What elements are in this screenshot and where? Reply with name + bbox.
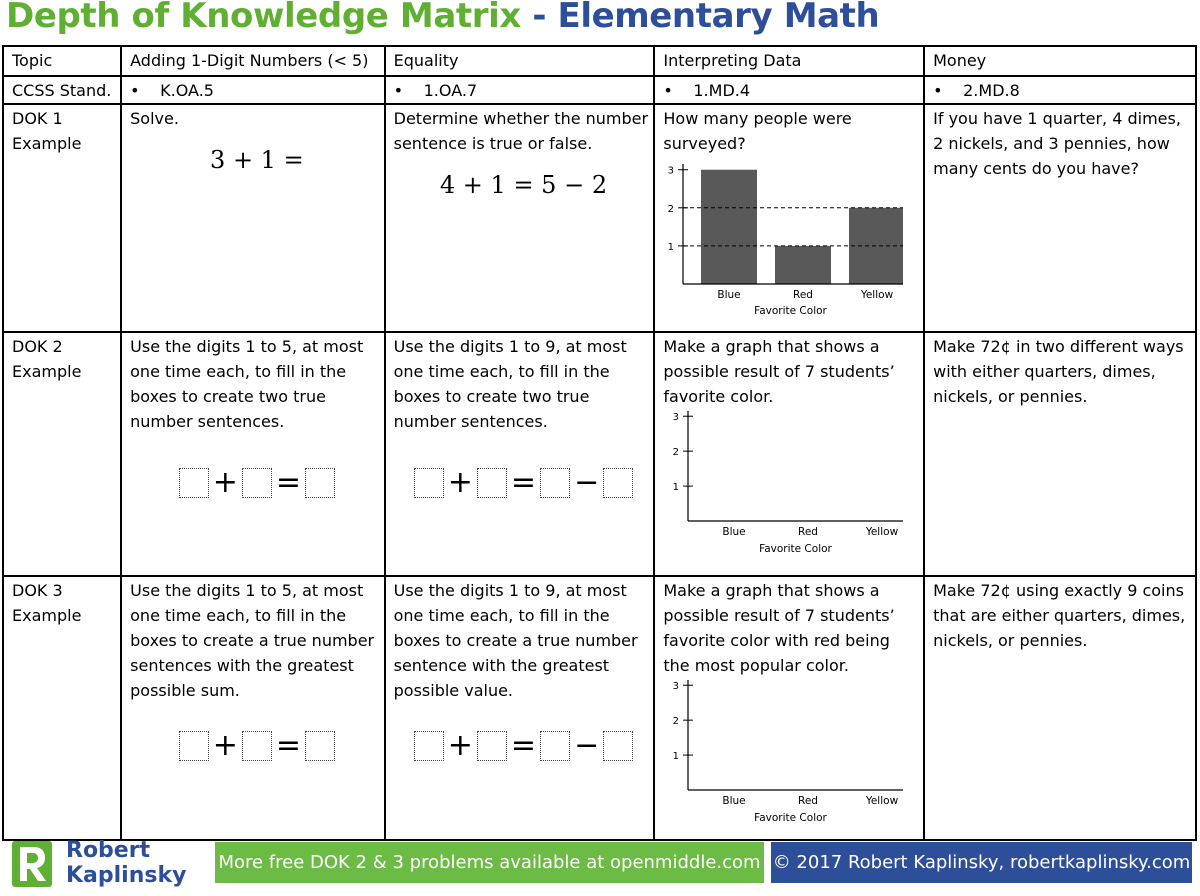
x-tick-label: Red [798, 795, 819, 807]
equals-sign: = [510, 465, 537, 500]
prompt-text: Make 72¢ in two different ways with either quarters, dimes, nickels, or pennies. [933, 337, 1184, 406]
math-expression: 3 + 1 = [210, 146, 304, 174]
answer-boxes [130, 728, 383, 763]
logo-line1: Robert [66, 838, 151, 863]
dok1-money-cell [924, 104, 1196, 332]
bullet: • [933, 81, 943, 100]
standard-code: 1.MD.4 [693, 81, 751, 100]
ccss-cell-data [654, 76, 924, 104]
equals-sign: = [275, 465, 302, 500]
ccss-row [3, 76, 1196, 104]
bullet: • [663, 81, 673, 100]
equals-sign: = [510, 728, 537, 763]
prompt-text: Make a graph that shows a possible result of 7 students’ favorite color. [663, 337, 895, 406]
ccss-cell-adding [121, 76, 384, 104]
standard-code: K.OA.5 [160, 81, 214, 100]
openmiddle-banner[interactable]: More free DOK 2 & 3 problems available at openmiddle.com [215, 842, 764, 883]
dok-level: DOK 1 [12, 109, 63, 128]
y-tick-label: 1 [668, 241, 675, 253]
minus-sign: − [574, 465, 600, 500]
x-tick-label: Yellow [866, 526, 899, 538]
plus-sign: + [212, 728, 238, 763]
x-tick-label: Yellow [861, 289, 894, 301]
dok2-money-cell [924, 332, 1196, 576]
empty-graph-dok2 [663, 409, 903, 559]
empty-graph-dok3 [663, 678, 903, 828]
answer-box[interactable] [179, 468, 209, 498]
dok2-equality-cell [385, 332, 655, 576]
prompt-text: Use the digits 1 to 9, at most one time each, to fill in the boxes to create a true number sentence with the greatest possible value. [393, 581, 638, 700]
x-tick-label: Blue [722, 795, 746, 807]
ccss-cell-equality [385, 76, 655, 104]
title-separator: - [532, 0, 547, 36]
dok1-label [3, 104, 121, 332]
topic-equality: Equality [385, 46, 655, 76]
copyright-banner[interactable]: © 2017 Robert Kaplinsky, robertkaplinsky.com [771, 842, 1192, 883]
logo-line2: Kaplinsky [66, 863, 187, 888]
topic-row [3, 46, 1196, 76]
answer-box[interactable] [603, 731, 633, 761]
dok-example-label: Example [12, 134, 82, 153]
prompt-text: If you have 1 quarter, 4 dimes, 2 nickels, and 3 pennies, how many cents do you have? [933, 109, 1181, 178]
answer-box[interactable] [242, 468, 272, 498]
x-tick-label: Blue [722, 526, 746, 538]
plus-sign: + [212, 465, 238, 500]
title-part2: Elementary Math [557, 0, 880, 36]
answer-box[interactable] [540, 468, 570, 498]
y-tick-label: 2 [673, 447, 680, 459]
answer-box[interactable] [477, 731, 507, 761]
answer-box[interactable] [179, 731, 209, 761]
dok2-label [3, 332, 121, 576]
equals-sign: = [275, 728, 302, 763]
answer-box[interactable] [414, 731, 444, 761]
y-tick-label: 2 [668, 203, 675, 215]
answer-box[interactable] [540, 731, 570, 761]
ccss-label: CCSS Stand. [3, 76, 121, 104]
prompt-text: Use the digits 1 to 9, at most one time each, to fill in the boxes to create two true number sentences. [393, 337, 627, 431]
answer-boxes [130, 465, 383, 500]
topic-data: Interpreting Data [654, 46, 924, 76]
answer-box[interactable] [305, 731, 335, 761]
standard-code: 2.MD.8 [963, 81, 1020, 100]
bar-blue [701, 170, 757, 284]
y-tick-label: 3 [668, 165, 675, 177]
dok3-data-cell [654, 576, 924, 840]
prompt-text: How many people were surveyed? [663, 109, 852, 153]
bar-chart-survey [663, 156, 903, 324]
dok3-label [3, 576, 121, 840]
answer-box[interactable] [414, 468, 444, 498]
minus-sign: − [574, 728, 600, 763]
x-tick-label: Blue [717, 289, 741, 301]
dok1-row [3, 104, 1196, 332]
answer-box[interactable] [242, 731, 272, 761]
plus-sign: + [447, 728, 473, 763]
plus-sign: + [447, 465, 473, 500]
logo-wordmark [66, 838, 186, 888]
dok2-adding-cell [121, 332, 384, 576]
y-tick-label: 1 [673, 482, 680, 494]
x-tick-label: Red [798, 526, 819, 538]
topic-money: Money [924, 46, 1196, 76]
standard-code: 1.OA.7 [423, 81, 478, 100]
dok3-money-cell [924, 576, 1196, 840]
kaplinsky-logo-icon [12, 841, 52, 887]
x-axis-label: Favorite Color [759, 543, 833, 555]
x-tick-label: Yellow [866, 795, 899, 807]
prompt-text: Make 72¢ using exactly 9 coins that are either quarters, dimes, nickels, or pennies. [933, 581, 1186, 650]
answer-box[interactable] [477, 468, 507, 498]
topic-adding: Adding 1-Digit Numbers (< 5) [121, 46, 384, 76]
answer-box[interactable] [603, 468, 633, 498]
dok3-adding-cell [121, 576, 384, 840]
prompt-text: Solve. [130, 109, 179, 128]
answer-box[interactable] [305, 468, 335, 498]
title-part1: Depth of Knowledge Matrix [6, 0, 521, 36]
dok-matrix-table [2, 45, 1197, 841]
y-tick-label: 3 [673, 412, 680, 424]
prompt-text: Determine whether the number sentence is true or false. [393, 109, 649, 153]
dok1-equality-cell [385, 104, 655, 332]
prompt-text: Make a graph that shows a possible result of 7 students’ favorite color with red being the most popular color. [663, 581, 895, 675]
math-expression: 4 + 1 = 5 − 2 [439, 171, 608, 199]
page-title [6, 0, 879, 36]
bar-red [775, 246, 831, 284]
topic-label: Topic [3, 46, 121, 76]
bullet: • [130, 81, 140, 100]
x-axis-label: Favorite Color [754, 812, 828, 824]
dok-example-label: Example [12, 606, 82, 625]
dok-level: DOK 2 [12, 337, 63, 356]
answer-boxes [394, 465, 654, 500]
prompt-text: Use the digits 1 to 5, at most one time each, to fill in the boxes to create two true number sentences. [130, 337, 364, 431]
answer-boxes [394, 728, 654, 763]
y-tick-label: 3 [673, 681, 680, 693]
x-axis-label: Favorite Color [754, 305, 828, 317]
dok2-row [3, 332, 1196, 576]
bullet: • [393, 81, 404, 100]
dok3-row [3, 576, 1196, 840]
dok-level: DOK 3 [12, 581, 63, 600]
ccss-cell-money [924, 76, 1196, 104]
dok2-data-cell [654, 332, 924, 576]
dok1-adding-cell [121, 104, 384, 332]
y-tick-label: 1 [673, 751, 680, 763]
dok1-data-cell [654, 104, 924, 332]
prompt-text: Use the digits 1 to 5, at most one time each, to fill in the boxes to create a true number sentences with the greatest possible sum. [130, 581, 375, 700]
x-tick-label: Red [793, 289, 814, 301]
y-tick-label: 2 [673, 716, 680, 728]
dok-example-label: Example [12, 362, 82, 381]
dok3-equality-cell [385, 576, 655, 840]
